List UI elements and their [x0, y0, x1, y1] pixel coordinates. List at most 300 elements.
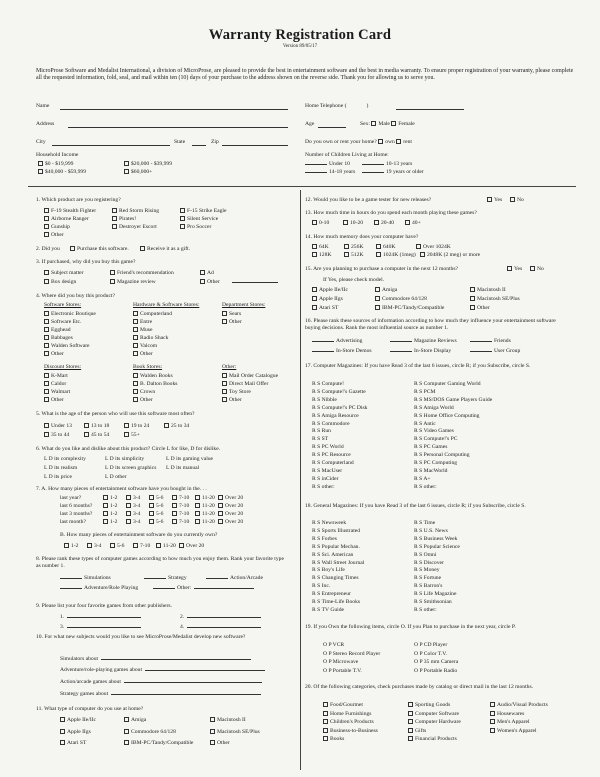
reason-option[interactable]: Ad — [200, 270, 214, 277]
store-option[interactable]: Computerland — [133, 311, 172, 318]
text-field[interactable] — [124, 682, 262, 683]
circle-letters[interactable]: L D — [44, 474, 53, 480]
checkbox[interactable] — [44, 335, 49, 340]
catalog-option[interactable]: Sporting Goods — [408, 702, 450, 709]
circle-letters[interactable]: R S — [414, 551, 423, 558]
circle-letters[interactable]: R S — [312, 583, 321, 590]
state-field[interactable] — [192, 145, 206, 146]
children-option[interactable]: Under 10 — [305, 161, 350, 168]
checkbox[interactable] — [133, 311, 138, 316]
computer-option[interactable]: Other — [210, 740, 230, 747]
city-field[interactable] — [52, 145, 170, 146]
checkbox[interactable] — [180, 224, 185, 229]
circle-letters[interactable]: R S — [312, 575, 321, 582]
checkbox[interactable] — [490, 728, 495, 733]
text-field[interactable] — [194, 588, 254, 589]
checkbox[interactable] — [126, 519, 131, 524]
store-option[interactable]: B. Dalton Books — [133, 381, 177, 388]
yes-option[interactable]: Yes — [487, 197, 502, 204]
age-option[interactable]: 25 to 34 — [164, 423, 189, 430]
circle-letters[interactable]: L D — [105, 474, 114, 480]
reason-option[interactable]: Magazine review — [110, 279, 156, 286]
circle-letters[interactable]: R S — [414, 388, 423, 395]
count-option[interactable]: 7-10 — [172, 503, 189, 510]
age-option[interactable]: 35 to 44 — [44, 432, 69, 439]
checkbox[interactable] — [510, 197, 515, 202]
checkbox[interactable] — [133, 351, 138, 356]
checkbox[interactable] — [164, 423, 169, 428]
count-option[interactable]: 7-10 — [172, 511, 189, 518]
product-option[interactable]: F-15 Strike Eagle — [180, 208, 226, 215]
planned-computer-option[interactable]: Atari ST — [312, 305, 338, 312]
checkbox[interactable] — [44, 381, 49, 386]
checkbox[interactable] — [149, 495, 154, 500]
store-option[interactable]: Valcom — [133, 343, 157, 350]
checkbox[interactable] — [195, 511, 200, 516]
memory-option[interactable]: 2048K (2 meg) or more — [420, 252, 480, 259]
circle-letters[interactable]: O P — [323, 659, 332, 665]
count-option[interactable]: Over 20 — [218, 495, 243, 502]
checkbox[interactable] — [84, 423, 89, 428]
checkbox[interactable] — [112, 216, 117, 221]
store-option[interactable]: Crown — [133, 389, 155, 396]
source-rank[interactable]: In-Store Display — [390, 348, 451, 355]
catalog-option[interactable]: Men's Apparel — [490, 719, 530, 726]
count-option[interactable]: 7-10 — [133, 543, 150, 550]
checkbox[interactable] — [103, 519, 108, 524]
circle-letters[interactable]: R S — [414, 543, 423, 550]
checkbox[interactable] — [408, 711, 413, 716]
checkbox[interactable] — [416, 244, 421, 249]
checkbox[interactable] — [312, 296, 317, 301]
checkbox[interactable] — [344, 252, 349, 257]
product-option[interactable]: Pro Soccer — [180, 224, 211, 231]
income-option[interactable]: $60,000+ — [124, 169, 152, 176]
age-option[interactable]: 55+ — [124, 432, 140, 439]
memory-option[interactable]: 128K — [312, 252, 331, 259]
checkbox[interactable] — [375, 296, 380, 301]
count-option[interactable]: 11-20 — [195, 503, 215, 510]
count-option[interactable]: 5-6 — [149, 511, 163, 518]
computer-option[interactable]: Macintosh II — [210, 717, 246, 724]
checkbox[interactable] — [200, 279, 205, 284]
checkbox[interactable] — [38, 169, 43, 174]
checkbox[interactable] — [180, 216, 185, 221]
circle-letters[interactable]: R S — [414, 520, 423, 526]
circle-letters[interactable]: O P — [414, 642, 423, 648]
checkbox[interactable] — [64, 543, 69, 548]
checkbox[interactable] — [44, 397, 49, 402]
circle-letters[interactable]: R S — [312, 460, 321, 466]
checkbox[interactable] — [124, 729, 129, 734]
circle-letters[interactable]: R S — [414, 467, 423, 474]
checkbox[interactable] — [133, 373, 138, 378]
rank-blank[interactable] — [390, 341, 412, 342]
checkbox[interactable] — [222, 373, 227, 378]
product-option[interactable]: Red Storm Rising — [112, 208, 159, 215]
checkbox[interactable] — [60, 717, 65, 722]
checkbox[interactable] — [210, 717, 215, 722]
checkbox[interactable] — [44, 343, 49, 348]
checkbox[interactable] — [312, 287, 317, 292]
checkbox[interactable] — [408, 736, 413, 741]
count-option[interactable]: 11-20 — [195, 511, 215, 518]
computer-option[interactable]: Atari ST — [60, 740, 86, 747]
circle-letters[interactable]: R S — [414, 583, 423, 590]
checkbox[interactable] — [44, 432, 49, 437]
circle-letters[interactable]: R S — [414, 483, 423, 490]
circle-letters[interactable]: R S — [312, 428, 321, 435]
rank-item[interactable]: Strategy — [144, 575, 187, 582]
circle-letters[interactable]: R S — [312, 483, 321, 490]
checkbox[interactable] — [44, 216, 49, 221]
count-option[interactable]: Over 20 — [218, 503, 243, 510]
checkbox[interactable] — [172, 511, 177, 516]
count-option[interactable]: Over 20 — [179, 543, 204, 550]
circle-letters[interactable]: R S — [414, 527, 423, 534]
checkbox[interactable] — [343, 220, 348, 225]
count-option[interactable]: 3-4 — [87, 543, 101, 550]
memory-option[interactable]: 512K — [344, 252, 363, 259]
checkbox[interactable] — [133, 327, 138, 332]
checkbox[interactable] — [180, 208, 185, 213]
circle-letters[interactable]: R S — [414, 535, 423, 542]
hours-option[interactable]: 10-20 — [343, 220, 363, 227]
circle-letters[interactable]: R S — [312, 396, 321, 403]
planned-computer-option[interactable]: IBM-PC/Tandy/Compatible — [375, 305, 444, 312]
catalog-option[interactable]: Gifts — [408, 728, 426, 735]
checkbox[interactable] — [124, 161, 129, 166]
source-rank[interactable]: Friends — [470, 338, 511, 345]
children-option[interactable]: 19 years or older — [362, 169, 424, 176]
circle-letters[interactable]: R S — [312, 444, 321, 451]
circle-letters[interactable]: R S — [414, 428, 423, 435]
checkbox[interactable] — [38, 161, 43, 166]
checkbox[interactable] — [70, 246, 75, 251]
checkbox[interactable] — [133, 543, 138, 548]
rank-blank[interactable] — [60, 588, 82, 589]
checkbox[interactable] — [110, 270, 115, 275]
circle-letters[interactable]: O P — [414, 650, 423, 657]
store-option[interactable]: Babbages — [44, 335, 73, 342]
product-option[interactable]: Pirates! — [112, 216, 136, 223]
store-option[interactable]: Walmart — [44, 389, 70, 396]
favorite-game[interactable]: 2. — [180, 614, 261, 621]
count-option[interactable]: 1-2 — [64, 543, 78, 550]
checkbox[interactable] — [391, 121, 396, 126]
store-option[interactable]: Software Etc. — [44, 319, 81, 326]
subject-field[interactable]: Adventure/role-playing games about — [60, 667, 265, 674]
income-option[interactable]: $20,000 - $39,999 — [124, 161, 172, 168]
favorite-game[interactable]: 1. — [60, 614, 141, 621]
memory-option[interactable]: 64K — [312, 244, 329, 251]
circle-letters[interactable]: O P — [323, 642, 332, 648]
checkbox[interactable] — [44, 389, 49, 394]
checkbox[interactable] — [470, 296, 475, 301]
store-option[interactable]: Walden Software — [44, 343, 90, 350]
checkbox[interactable] — [133, 319, 138, 324]
checkbox[interactable] — [60, 729, 65, 734]
checkbox[interactable] — [110, 543, 115, 548]
checkbox[interactable] — [408, 728, 413, 733]
checkbox[interactable] — [312, 244, 317, 249]
rank-item[interactable]: Other: — [153, 585, 254, 592]
catalog-option[interactable]: Housewares — [490, 711, 524, 718]
catalog-option[interactable]: Books — [323, 736, 344, 743]
circle-letters[interactable]: R S — [312, 467, 321, 474]
catalog-option[interactable]: Computer Hardware — [408, 719, 461, 726]
circle-letters[interactable]: L D — [105, 456, 114, 462]
rank-item[interactable]: Adventure/Role Playing — [60, 585, 138, 592]
rank-blank[interactable] — [144, 578, 166, 579]
store-option[interactable]: Sears — [222, 311, 241, 318]
circle-letters[interactable]: R S — [312, 559, 321, 566]
subject-field[interactable]: Strategy games about — [60, 691, 261, 698]
store-option[interactable]: Electronic Boutique — [44, 311, 96, 318]
name-field[interactable] — [60, 109, 288, 110]
checkbox[interactable] — [218, 511, 223, 516]
checkbox[interactable] — [44, 327, 49, 332]
subject-field[interactable]: Action/arcade games about — [60, 679, 262, 686]
checkbox[interactable] — [374, 220, 379, 225]
checkbox[interactable] — [172, 495, 177, 500]
checkbox[interactable] — [490, 711, 495, 716]
checkbox[interactable] — [149, 503, 154, 508]
memory-option[interactable]: Over 1024K — [416, 244, 451, 251]
store-option[interactable]: Egghead — [44, 327, 71, 334]
source-rank[interactable]: Magazine Reviews — [390, 338, 457, 345]
count-option[interactable]: 1-2 — [103, 495, 117, 502]
circle-letters[interactable]: R S — [414, 575, 423, 582]
circle-letters[interactable]: R S — [312, 606, 321, 613]
circle-letters[interactable]: R S — [312, 475, 321, 482]
product-option[interactable]: Other — [44, 232, 64, 239]
checkbox[interactable] — [103, 495, 108, 500]
checkbox[interactable] — [103, 503, 108, 508]
purchase-option[interactable]: Purchase this software. — [70, 246, 129, 253]
circle-letters[interactable]: R S — [312, 412, 321, 419]
checkbox[interactable] — [210, 740, 215, 745]
planned-computer-option[interactable]: Commodore 64/128 — [375, 296, 427, 303]
checkbox[interactable] — [44, 373, 49, 378]
store-option[interactable]: Mail Order Catalogue — [222, 373, 278, 380]
reason-option[interactable]: Other — [200, 279, 220, 286]
checkbox[interactable] — [126, 495, 131, 500]
checkbox[interactable] — [507, 266, 512, 271]
count-option[interactable]: 3-4 — [126, 495, 140, 502]
checkbox[interactable] — [222, 397, 227, 402]
store-option[interactable]: Radio Shack — [133, 335, 168, 342]
store-option[interactable]: Entre — [133, 319, 152, 326]
checkbox[interactable] — [312, 220, 317, 225]
checkbox[interactable] — [44, 208, 49, 213]
checkbox[interactable] — [126, 511, 131, 516]
circle-letters[interactable]: L D — [166, 465, 175, 471]
circle-letters[interactable]: R S — [312, 381, 321, 387]
checkbox[interactable] — [124, 740, 129, 745]
checkbox[interactable] — [87, 543, 92, 548]
checkbox[interactable] — [44, 279, 49, 284]
store-option[interactable]: Other — [222, 397, 242, 404]
count-option[interactable]: Over 20 — [218, 519, 243, 526]
circle-letters[interactable]: R S — [312, 599, 321, 605]
text-field[interactable] — [187, 627, 261, 628]
checkbox[interactable] — [179, 543, 184, 548]
rank-blank[interactable] — [390, 351, 412, 352]
circle-letters[interactable]: R S — [414, 606, 423, 613]
planned-computer-option[interactable]: Other — [470, 305, 490, 312]
gift-option[interactable]: Receive it as a gift. — [140, 246, 190, 253]
checkbox[interactable] — [323, 711, 328, 716]
income-option[interactable]: $0 - $19,999 — [38, 161, 73, 168]
checkbox[interactable] — [149, 511, 154, 516]
checkbox[interactable] — [323, 702, 328, 707]
circle-letters[interactable]: R S — [414, 436, 423, 443]
text-field[interactable] — [187, 617, 261, 618]
favorite-game[interactable]: 3. — [60, 624, 141, 631]
store-option[interactable]: Toy Store — [222, 389, 251, 396]
rank-blank[interactable] — [153, 588, 175, 589]
checkbox[interactable] — [84, 432, 89, 437]
text-field[interactable] — [111, 694, 261, 695]
children-option[interactable]: 10-13 years — [362, 161, 412, 168]
count-option[interactable]: 1-2 — [103, 511, 117, 518]
circle-letters[interactable]: R S — [312, 591, 321, 598]
computer-option[interactable]: Amiga — [124, 717, 146, 724]
checkbox[interactable] — [156, 543, 161, 548]
checkbox[interactable] — [378, 139, 383, 144]
memory-option[interactable]: 640K — [376, 244, 395, 251]
circle-letters[interactable]: L D — [44, 465, 53, 471]
product-option[interactable]: Silent Service — [180, 216, 218, 223]
planned-computer-option[interactable]: Macintosh SE/Plus — [470, 296, 520, 303]
checkbox[interactable] — [408, 702, 413, 707]
circle-letters[interactable]: R S — [414, 475, 423, 482]
circle-letters[interactable]: R S — [414, 559, 423, 566]
store-option[interactable]: Direct Mail Offer — [222, 381, 268, 388]
age-option[interactable]: Under 13 — [44, 423, 72, 430]
checkbox[interactable] — [323, 736, 328, 741]
rank-blank[interactable] — [206, 578, 228, 579]
checkbox[interactable] — [530, 266, 535, 271]
count-option[interactable]: 5-6 — [149, 503, 163, 510]
circle-letters[interactable]: R S — [414, 452, 423, 459]
checkbox[interactable] — [218, 503, 223, 508]
checkbox[interactable] — [44, 351, 49, 356]
count-option[interactable]: 11-20 — [195, 519, 215, 526]
product-option[interactable]: F-19 Stealth Fighter — [44, 208, 96, 215]
rank-blank[interactable] — [470, 341, 492, 342]
circle-letters[interactable]: O P — [323, 650, 332, 657]
source-rank[interactable]: Advertising — [312, 338, 362, 345]
checkbox[interactable] — [490, 719, 495, 724]
planned-computer-option[interactable]: Apple IIgs — [312, 296, 343, 303]
no-option[interactable]: No — [530, 266, 544, 273]
subject-field[interactable]: Simulators about — [60, 656, 251, 663]
rank-blank[interactable] — [312, 341, 334, 342]
checkbox[interactable] — [405, 220, 410, 225]
checkbox[interactable] — [124, 432, 129, 437]
checkbox[interactable] — [140, 246, 145, 251]
product-option[interactable]: Destroyer Escort — [112, 224, 157, 231]
no-option[interactable]: No — [510, 197, 524, 204]
product-option[interactable]: Airborne Ranger — [44, 216, 89, 223]
checkbox[interactable] — [344, 244, 349, 249]
reason-option[interactable]: Box design — [44, 279, 76, 286]
age-option[interactable]: 19 to 24 — [124, 423, 149, 430]
checkbox[interactable] — [222, 319, 227, 324]
checkbox[interactable] — [490, 702, 495, 707]
checkbox[interactable] — [110, 279, 115, 284]
checkbox[interactable] — [133, 381, 138, 386]
catalog-option[interactable]: Children's Products — [323, 719, 374, 726]
circle-letters[interactable]: R S — [312, 520, 321, 526]
circle-letters[interactable]: R S — [414, 460, 423, 466]
checkbox[interactable] — [470, 287, 475, 292]
circle-letters[interactable]: R S — [312, 452, 321, 459]
count-option[interactable]: 5-6 — [149, 495, 163, 502]
checkbox[interactable] — [323, 728, 328, 733]
circle-letters[interactable]: R S — [312, 436, 321, 443]
catalog-option[interactable]: Audio/Visual Products — [490, 702, 548, 709]
age-option[interactable]: 45 to 54 — [84, 432, 109, 439]
circle-letters[interactable]: L D — [166, 456, 175, 462]
hours-option[interactable]: 20-40 — [374, 220, 394, 227]
source-rank[interactable]: User Group — [470, 348, 520, 355]
planned-computer-option[interactable]: Apple IIe/IIc — [312, 287, 348, 294]
circle-letters[interactable]: R S — [312, 567, 321, 574]
circle-letters[interactable]: O P — [323, 667, 332, 674]
checkbox[interactable] — [112, 208, 117, 213]
catalog-option[interactable]: Financial Products — [408, 736, 457, 743]
store-option[interactable]: Other — [222, 319, 242, 326]
circle-letters[interactable]: R S — [414, 567, 423, 574]
checkbox[interactable] — [408, 719, 413, 724]
catalog-option[interactable]: Business-to-Business — [323, 728, 378, 735]
checkbox[interactable] — [375, 287, 380, 292]
store-option[interactable]: Caldor — [44, 381, 66, 388]
yes-option[interactable]: Yes — [507, 266, 522, 273]
checkbox[interactable] — [420, 252, 425, 257]
checkbox[interactable] — [103, 511, 108, 516]
count-option[interactable]: 1-2 — [103, 503, 117, 510]
checkbox[interactable] — [487, 197, 492, 202]
planned-computer-option[interactable]: Macintosh II — [470, 287, 506, 294]
hours-option[interactable]: 0-10 — [312, 220, 329, 227]
computer-option[interactable]: Commodore 64/128 — [124, 729, 176, 736]
planned-computer-option[interactable]: Amiga — [375, 287, 397, 294]
checkbox[interactable] — [44, 311, 49, 316]
count-option[interactable]: 1-2 — [103, 519, 117, 526]
store-option[interactable]: Other — [133, 397, 153, 404]
checkbox[interactable] — [133, 389, 138, 394]
text-field[interactable] — [67, 617, 141, 618]
product-option[interactable]: Gunship — [44, 224, 70, 231]
checkbox[interactable] — [44, 270, 49, 275]
checkbox[interactable] — [60, 740, 65, 745]
checkbox[interactable] — [195, 495, 200, 500]
count-option[interactable]: 11-20 — [156, 543, 176, 550]
catalog-option[interactable]: Women's Apparel — [490, 728, 537, 735]
checkbox[interactable] — [371, 121, 376, 126]
store-option[interactable]: Other — [44, 397, 64, 404]
circle-letters[interactable]: R S — [312, 420, 321, 427]
circle-letters[interactable]: R S — [414, 420, 423, 427]
computer-option[interactable]: Macintosh SE/Plus — [210, 729, 260, 736]
circle-letters[interactable]: R S — [312, 535, 321, 542]
count-option[interactable]: 3-4 — [126, 503, 140, 510]
checkbox[interactable] — [124, 423, 129, 428]
